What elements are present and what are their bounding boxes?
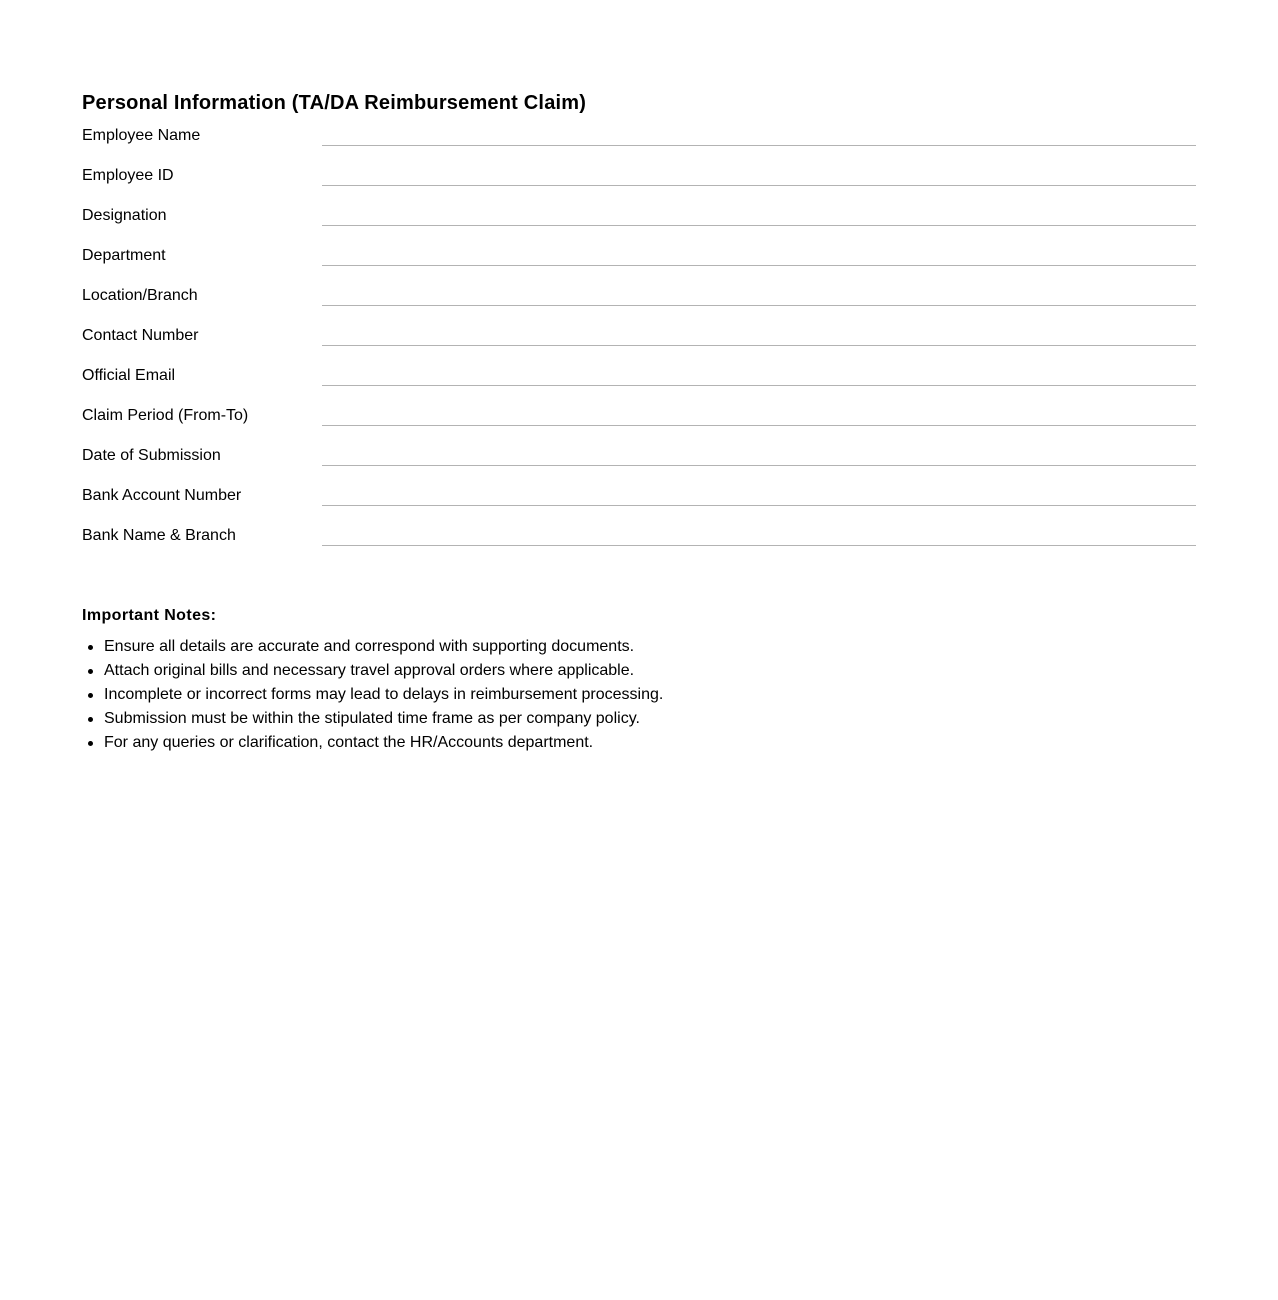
field-label-department: Department [82, 247, 166, 264]
note-item [104, 659, 1196, 683]
field-row-claim-period [82, 406, 1196, 446]
bullet-icon [88, 741, 93, 746]
note-text: Submission must be within the stipulated time frame as per company policy. [104, 710, 640, 727]
note-text: Incomplete or incorrect forms may lead to delays in reimbursement processing. [104, 686, 664, 703]
field-line-claim-period[interactable] [322, 406, 1196, 426]
field-label-location-branch: Location/Branch [82, 287, 198, 304]
field-row-designation [82, 206, 1196, 246]
field-label-claim-period: Claim Period (From-To) [82, 407, 249, 424]
note-item [104, 731, 1196, 755]
field-label-official-email: Official Email [82, 367, 176, 384]
field-line-bank-name-branch[interactable] [322, 526, 1196, 546]
bullet-icon [88, 717, 93, 722]
notes-heading: Important Notes: [82, 607, 217, 624]
field-label-bank-account-number: Bank Account Number [82, 487, 242, 504]
bullet-icon [88, 645, 93, 650]
field-label-date-of-submission: Date of Submission [82, 447, 221, 464]
field-row-location-branch [82, 286, 1196, 326]
field-line-location-branch[interactable] [322, 286, 1196, 306]
field-line-employee-name[interactable] [322, 126, 1196, 146]
notes-list [82, 635, 1196, 755]
field-label-bank-name-branch: Bank Name & Branch [82, 527, 236, 544]
note-text: For any queries or clarification, contact the HR/Accounts department. [104, 734, 594, 751]
field-line-official-email[interactable] [322, 366, 1196, 386]
bullet-icon [88, 693, 93, 698]
field-row-date-of-submission [82, 446, 1196, 486]
field-line-date-of-submission[interactable] [322, 446, 1196, 466]
important-notes-section [82, 607, 1196, 755]
field-line-employee-id[interactable] [322, 166, 1196, 186]
field-row-department [82, 246, 1196, 286]
field-label-employee-name: Employee Name [82, 127, 201, 144]
field-row-contact-number [82, 326, 1196, 366]
personal-info-fields [82, 126, 1196, 566]
note-item [104, 635, 1196, 659]
field-label-contact-number: Contact Number [82, 327, 199, 344]
form-title: Personal Information (TA/DA Reimbursement Claim) [82, 92, 587, 114]
field-label-employee-id: Employee ID [82, 167, 174, 184]
field-label-designation: Designation [82, 207, 167, 224]
field-row-bank-name-branch [82, 526, 1196, 566]
note-item [104, 707, 1196, 731]
field-row-employee-id [82, 166, 1196, 206]
field-line-department[interactable] [322, 246, 1196, 266]
field-line-bank-account-number[interactable] [322, 486, 1196, 506]
field-line-contact-number[interactable] [322, 326, 1196, 346]
note-item [104, 683, 1196, 707]
field-row-bank-account-number [82, 486, 1196, 526]
field-row-employee-name [82, 126, 1196, 166]
field-line-designation[interactable] [322, 206, 1196, 226]
note-text: Ensure all details are accurate and correspond with supporting documents. [104, 638, 635, 655]
reimbursement-form-page [82, 88, 1196, 755]
field-row-official-email [82, 366, 1196, 406]
note-text: Attach original bills and necessary travel approval orders where applicable. [104, 662, 635, 679]
bullet-icon [88, 669, 93, 674]
